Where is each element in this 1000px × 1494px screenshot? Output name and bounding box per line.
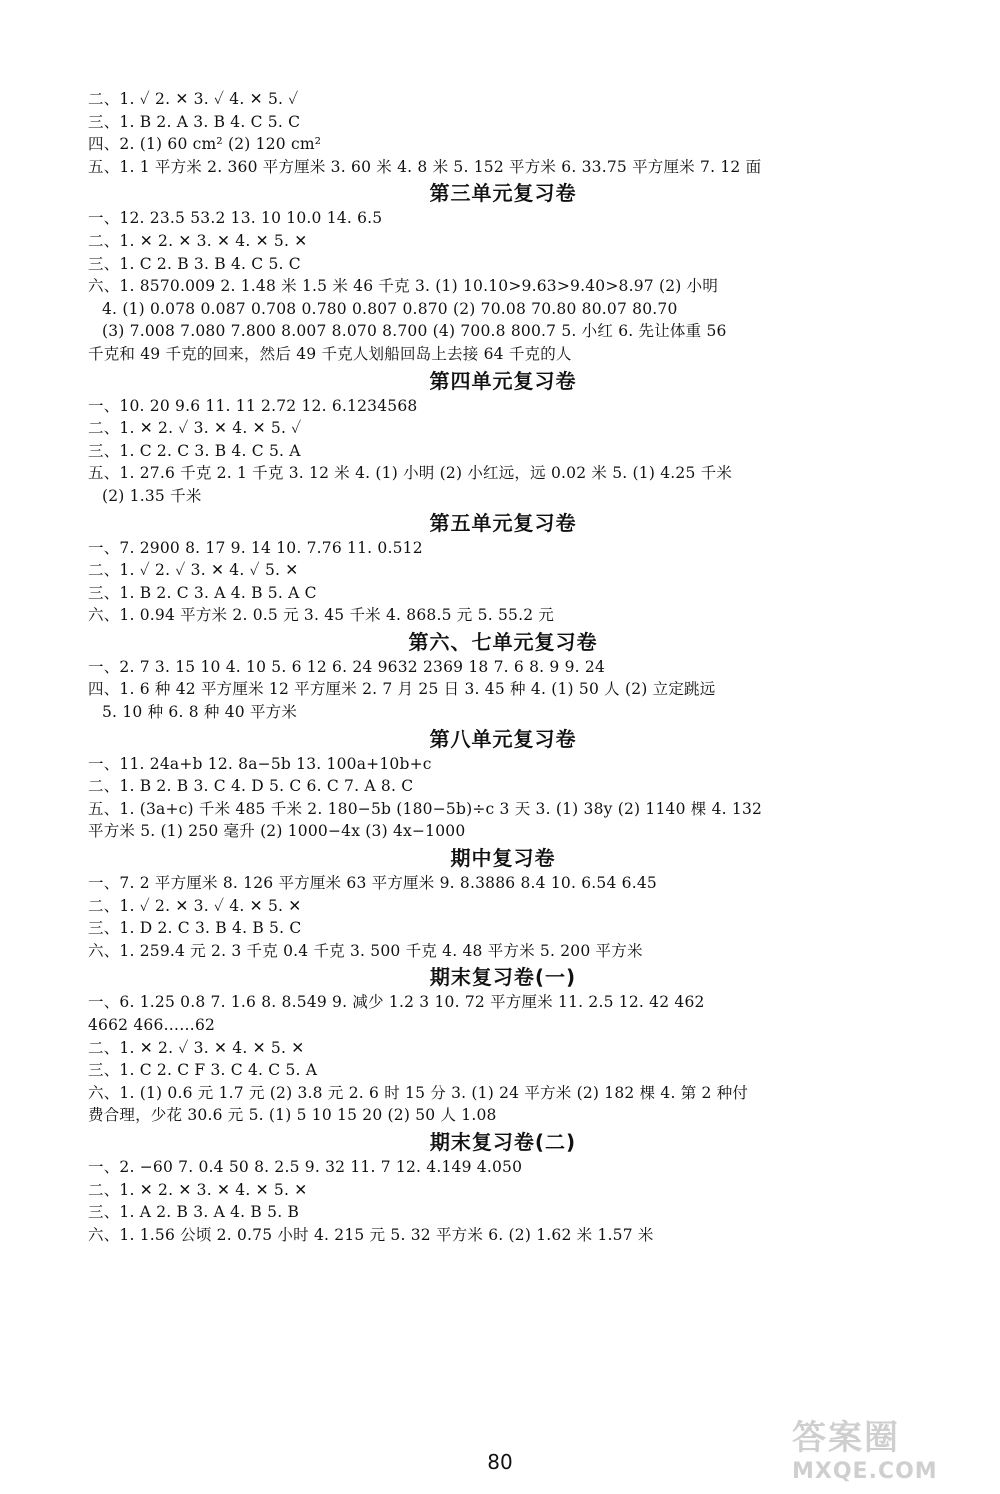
answer-line: 三、1. C 2. C 3. B 4. C 5. A — [88, 441, 301, 460]
answer-line: 4662 466……62 — [88, 1016, 216, 1034]
answer-line: 三、1. B 2. C 3. A 4. B 5. A C — [88, 583, 317, 602]
answer-line: 4. (1) 0.078 0.087 0.708 0.780 0.807 0.870 (2) 70.08 70.80 80.07 80.70 — [102, 299, 678, 318]
answer-line: 平方米 5. (1) 250 毫升 (2) 1000−4x (3) 4x−1000 — [88, 822, 466, 841]
section-heading: 第六、七单元复习卷 — [408, 629, 598, 654]
answer-line: 五、1. (3a+c) 千米 485 千米 2. 180−5b (180−5b)÷c 3 天 3. (1) 38y (2) 1140 棵 4. 132 — [88, 799, 763, 818]
answer-line: 五、1. 27.6 千克 2. 1 千克 3. 12 米 4. (1) 小明 (2) 小红远，远 0.02 米 5. (1) 4.25 千米 — [88, 464, 733, 483]
answer-line: 二、1. ✓ 2. ✕ 3. ✓ 4. ✕ 5. ✓ — [88, 90, 299, 108]
answer-line: 一、6. 1.25 0.8 7. 1.6 8. 8.549 9. 减少 1.2 3 10. 72 平方厘米 11. 2.5 12. 42 462 — [88, 993, 705, 1012]
section-heading: 第五单元复习卷 — [429, 510, 577, 535]
answer-line: 5. 10 种 6. 8 种 40 平方米 — [102, 703, 298, 722]
answer-line: 二、1. ✕ 2. ✓ 3. ✕ 4. ✕ 5. ✓ — [88, 419, 302, 438]
page-number: 80 — [487, 1450, 513, 1474]
answer-line: 二、1. ✕ 2. ✕ 3. ✕ 4. ✕ 5. ✕ — [88, 231, 308, 250]
section-heading: 期末复习卷(一) — [429, 965, 577, 990]
answer-sheet — [88, 88, 918, 1246]
answer-line: 二、1. ✕ 2. ✓ 3. ✕ 4. ✕ 5. ✕ — [88, 1038, 305, 1057]
answer-line: 二、1. B 2. B 3. C 4. D 5. C 6. C 7. A 8. C — [88, 777, 414, 796]
watermark-text: 答案圈 — [792, 1418, 900, 1458]
section-heading: 期中复习卷 — [450, 846, 556, 871]
answer-line: 六、1. 8570.009 2. 1.48 米 1.5 米 46 千克 3. (1) 10.10>9.63>9.40>8.97 (2) 小明 — [88, 277, 719, 296]
answer-line: 一、7. 2 平方厘米 8. 126 平方厘米 63 平方厘米 9. 8.3886 8.4 10. 6.54 6.45 — [88, 874, 657, 893]
answer-line: 六、1. 1.56 公顷 2. 0.75 小时 4. 215 元 5. 32 平方米 6. (2) 1.62 米 1.57 米 — [88, 1225, 654, 1244]
section-heading: 期末复习卷(二) — [429, 1129, 577, 1154]
answer-line: 二、1. ✓ 2. ✕ 3. ✓ 4. ✕ 5. ✕ — [88, 896, 302, 915]
answer-line: 一、11. 24a+b 12. 8a−5b 13. 100a+10b+c — [88, 754, 432, 773]
answer-line: 六、1. (1) 0.6 元 1.7 元 (2) 3.8 元 2. 6 时 15 分 3. (1) 24 平方米 (2) 182 棵 4. 第 2 种付 — [88, 1083, 749, 1102]
answer-line: 三、1. C 2. C F 3. C 4. C 5. A — [88, 1061, 318, 1080]
answer-line: 一、10. 20 9.6 11. 11 2.72 12. 6.1234568 — [88, 396, 418, 415]
answer-line: 费合理，少花 30.6 元 5. (1) 5 10 15 20 (2) 50 人 1.08 — [88, 1106, 497, 1125]
answer-line: 一、2. −60 7. 0.4 50 8. 2.5 9. 32 11. 7 12. 4.149 4.050 — [88, 1157, 523, 1176]
answer-line: 二、1. ✓ 2. ✓ 3. ✕ 4. ✓ 5. ✕ — [88, 561, 299, 580]
answer-line: 六、1. 259.4 元 2. 3 千克 0.4 千克 3. 500 千克 4. 48 平方米 5. 200 平方米 — [88, 941, 643, 960]
watermark-logo — [792, 1410, 982, 1484]
answer-line: 一、2. 7 3. 15 10 4. 10 5. 6 12 6. 24 9632 2369 18 7. 6 8. 9 9. 24 — [88, 657, 606, 676]
answer-line: 二、1. ✕ 2. ✕ 3. ✕ 4. ✕ 5. ✕ — [88, 1180, 308, 1199]
answer-line: 三、1. C 2. B 3. B 4. C 5. C — [88, 254, 301, 273]
section-heading: 第八单元复习卷 — [429, 726, 577, 751]
answer-line: (3) 7.008 7.080 7.800 8.007 8.070 8.700 (4) 700.8 800.7 5. 小红 6. 先让体重 56 — [102, 322, 727, 341]
section-heading: 第四单元复习卷 — [429, 368, 577, 393]
answer-line: 一、7. 2900 8. 17 9. 14 10. 7.76 11. 0.512 — [88, 538, 423, 557]
answer-line: 三、1. D 2. C 3. B 4. B 5. C — [88, 919, 302, 938]
answer-line: 三、1. A 2. B 3. A 4. B 5. B — [88, 1203, 300, 1222]
section-heading: 第三单元复习卷 — [429, 181, 577, 206]
answer-line: 四、2. (1) 60 cm² (2) 120 cm² — [88, 135, 322, 154]
answer-line: 四、1. 6 种 42 平方厘米 12 平方厘米 2. 7 月 25 日 3. 45 种 4. (1) 50 人 (2) 立定跳远 — [88, 680, 716, 699]
answer-line: 千克和 49 千克的回来，然后 49 千克人划船回岛上去接 64 千克的人 — [88, 344, 572, 363]
answer-line: (2) 1.35 千米 — [102, 486, 202, 505]
answer-line: 六、1. 0.94 平方米 2. 0.5 元 3. 45 千米 4. 868.5 元 5. 55.2 元 — [88, 606, 555, 625]
answer-line: 五、1. 1 平方米 2. 360 平方厘米 3. 60 米 4. 8 米 5. 152 平方米 6. 33.75 平方厘米 7. 12 面 — [88, 157, 762, 176]
answer-line: 三、1. B 2. A 3. B 4. C 5. C — [88, 112, 301, 131]
answer-line: 一、12. 23.5 53.2 13. 10 10.0 14. 6.5 — [88, 209, 383, 228]
watermark-url: MXQE.COM — [792, 1459, 938, 1484]
